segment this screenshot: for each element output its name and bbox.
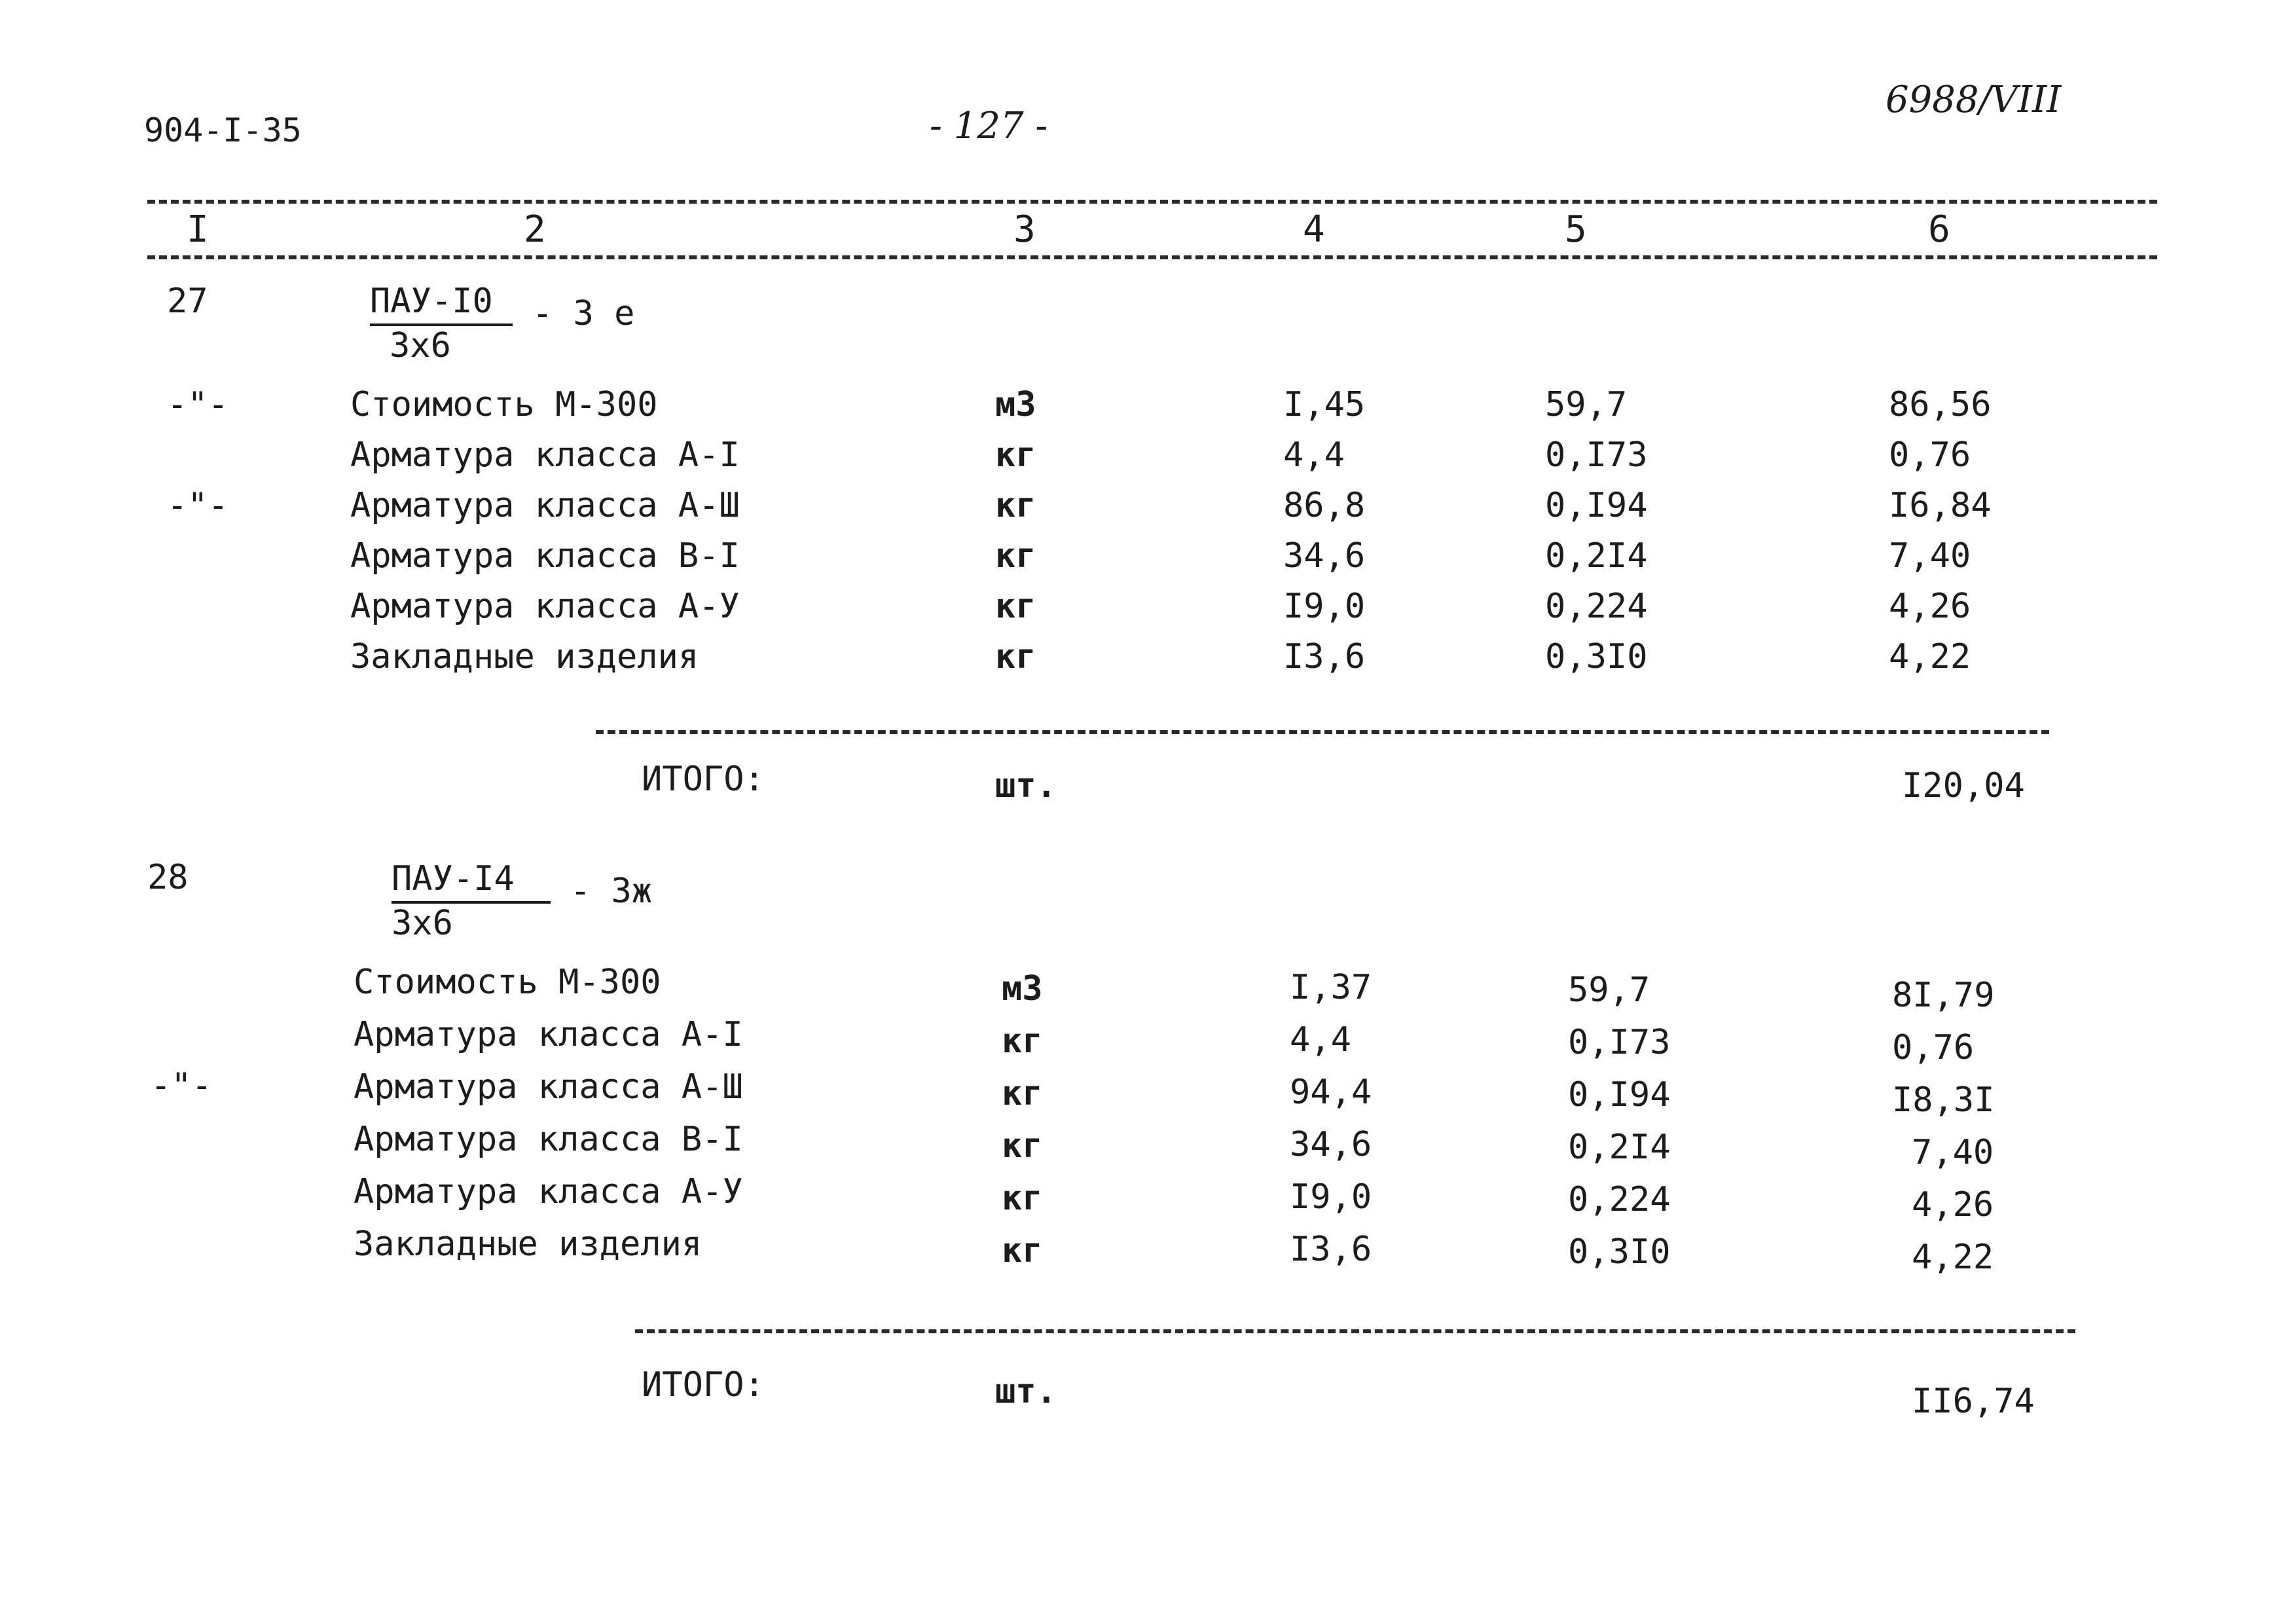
item-name: Арматура класса А-I	[354, 1015, 743, 1054]
item-unit-price: 0,I94	[1568, 1075, 1671, 1115]
item-total: 86,56	[1889, 385, 1992, 424]
column-number-5: 5	[1565, 208, 1587, 251]
column-number-4: 4	[1303, 208, 1325, 251]
item-unit: кг	[995, 536, 1036, 576]
item-total: 8I,79	[1892, 976, 1995, 1015]
item-quantity: 34,6	[1290, 1125, 1372, 1164]
item-name: Стоимость М-300	[354, 963, 661, 1002]
item-unit: кг	[1002, 1074, 1043, 1113]
repeat-mark: -"-	[167, 385, 228, 424]
item-total: I8,3I	[1892, 1080, 1995, 1120]
item-total: I6,84	[1889, 486, 1992, 525]
item-unit-price: 0,I94	[1545, 486, 1648, 525]
column-number-1: I	[187, 208, 209, 251]
total-value: I20,04	[1902, 766, 2025, 805]
subtotal-rule	[635, 1329, 2075, 1333]
item-unit-price: 0,I73	[1568, 1023, 1671, 1062]
item-name: Арматура класса А-У	[354, 1172, 743, 1211]
element-mark	[370, 282, 634, 365]
item-unit-price: 0,2I4	[1545, 536, 1648, 576]
item-name: Закладные изделия	[350, 637, 699, 676]
item-total: 4,26	[1912, 1185, 1994, 1225]
item-quantity: 86,8	[1283, 486, 1366, 525]
item-total: 0,76	[1889, 435, 1971, 475]
item-unit: м3	[1002, 969, 1043, 1008]
column-header-bottom-rule	[147, 255, 2157, 259]
item-total: 7,40	[1912, 1133, 1994, 1172]
entry-number: 27	[167, 282, 208, 321]
entry-number: 28	[147, 858, 189, 897]
item-unit: м3	[995, 385, 1036, 424]
total-label: ИТОГО:	[642, 1365, 765, 1405]
subtotal-rule	[596, 730, 2049, 734]
item-unit-price: 0,3I0	[1545, 637, 1648, 676]
page-number: - 127 -	[930, 105, 1048, 147]
archive-reference: 6988/VIII	[1886, 79, 2062, 121]
mark-numerator: ПАУ-I0	[370, 282, 513, 326]
item-unit-price: 0,2I4	[1568, 1128, 1671, 1167]
element-mark	[392, 859, 652, 943]
item-unit: кг	[995, 435, 1036, 475]
total-value: II6,74	[1912, 1382, 2035, 1421]
item-total: 0,76	[1892, 1028, 1975, 1067]
item-unit-price: 59,7	[1545, 385, 1628, 424]
item-total: 4,22	[1889, 637, 1971, 676]
item-name: Арматура класса А-Ш	[350, 486, 740, 525]
item-unit: кг	[1002, 1179, 1043, 1218]
item-unit: кг	[1002, 1231, 1043, 1270]
item-name: Арматура класса В-I	[350, 536, 740, 576]
total-label: ИТОГО:	[642, 760, 765, 799]
item-total: 4,22	[1912, 1238, 1994, 1277]
item-quantity: 4,4	[1290, 1020, 1351, 1060]
item-name: Арматура класса А-Ш	[354, 1067, 743, 1107]
column-number-2: 2	[524, 208, 546, 251]
repeat-mark: -"-	[167, 486, 228, 525]
item-unit: кг	[1002, 1022, 1043, 1061]
item-name: Арматура класса А-I	[350, 435, 740, 475]
column-number-3: 3	[1013, 208, 1036, 251]
item-name: Арматура класса В-I	[354, 1120, 743, 1159]
item-unit-price: 0,224	[1568, 1180, 1671, 1219]
column-header-top-rule	[147, 200, 2157, 204]
item-quantity: I,37	[1290, 968, 1372, 1007]
item-name: Стоимость М-300	[350, 385, 658, 424]
item-unit: кг	[995, 637, 1036, 676]
item-quantity: I3,6	[1283, 637, 1366, 676]
mark-suffix: - 3 е	[532, 294, 635, 333]
mark-suffix: - 3ж	[570, 872, 653, 911]
total-unit: шт.	[995, 1372, 1057, 1411]
item-unit-price: 0,224	[1545, 587, 1648, 626]
item-quantity: I3,6	[1290, 1230, 1372, 1269]
item-unit-price: 0,I73	[1545, 435, 1648, 475]
item-total: 4,26	[1889, 587, 1971, 626]
item-total: 7,40	[1889, 536, 1971, 576]
item-quantity: I9,0	[1283, 587, 1366, 626]
item-quantity: I9,0	[1290, 1177, 1372, 1217]
repeat-mark: -"-	[151, 1066, 212, 1105]
column-number-6: 6	[1928, 208, 1950, 251]
item-unit: кг	[995, 587, 1036, 626]
item-quantity: I,45	[1283, 385, 1366, 424]
item-unit-price: 59,7	[1568, 970, 1650, 1010]
item-name: Закладные изделия	[354, 1225, 702, 1264]
item-name: Арматура класса А-У	[350, 587, 740, 626]
mark-denominator: 3x6	[392, 904, 453, 943]
mark-numerator: ПАУ-I4	[392, 859, 551, 904]
item-quantity: 4,4	[1283, 435, 1345, 475]
item-quantity: 34,6	[1283, 536, 1366, 576]
item-unit: кг	[1002, 1126, 1043, 1166]
mark-denominator: 3x6	[390, 326, 451, 365]
item-quantity: 94,4	[1290, 1073, 1372, 1112]
item-unit: кг	[995, 486, 1036, 525]
total-unit: шт.	[995, 766, 1057, 805]
item-unit-price: 0,3I0	[1568, 1232, 1671, 1272]
document-code: 904-I-35	[144, 111, 302, 149]
